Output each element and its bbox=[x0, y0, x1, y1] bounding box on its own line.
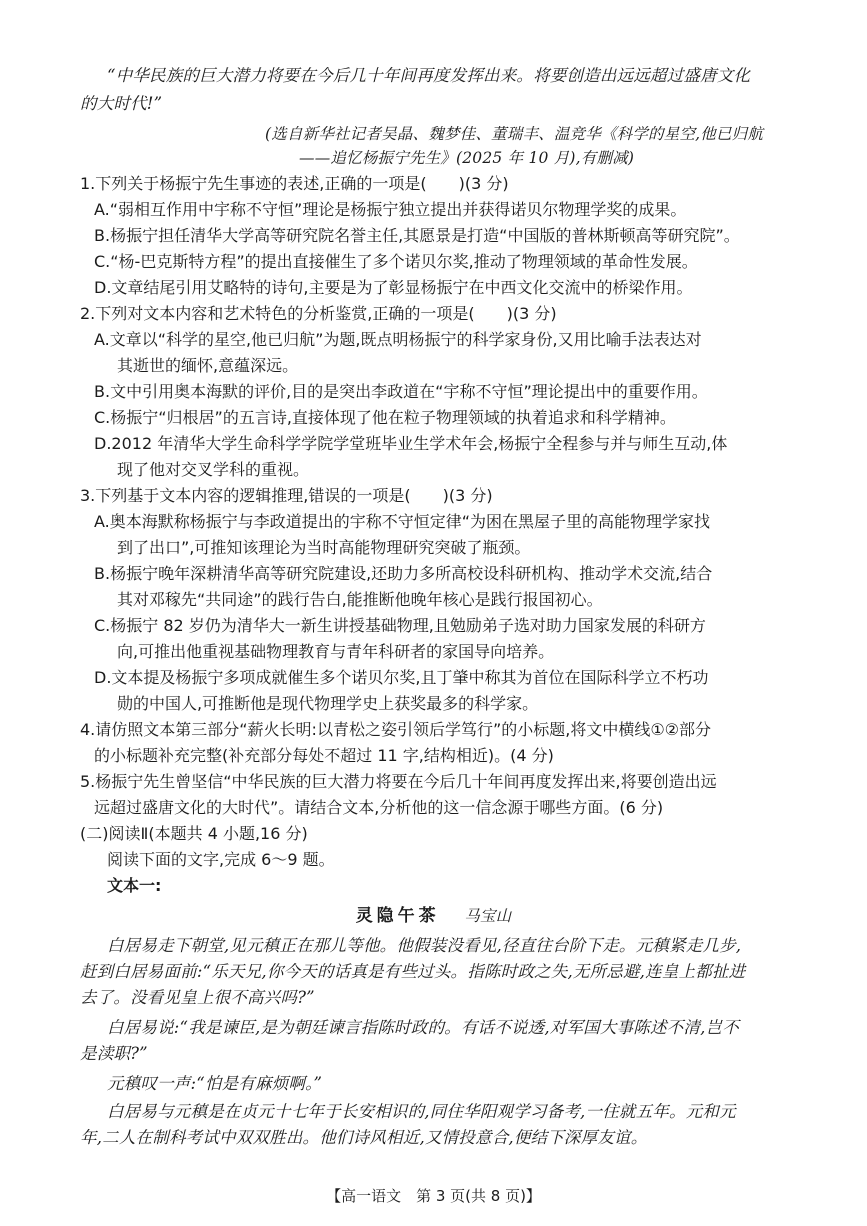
q2-option-d-line-1: D.2012 年清华大学生命科学学院学堂班毕业生学术年会,杨振宁全程参与并与师生互动,体 bbox=[94, 434, 728, 453]
q5-line-2: 远超过盛唐文化的大时代”。请结合文本,分析他的这一信念源于哪些方面。(6 分) bbox=[94, 798, 664, 817]
q2-option-c: C.杨振宁“归根居”的五言诗,直接体现了他在粒子物理领域的执着追求和科学精神。 bbox=[94, 408, 676, 427]
source-line-1: (选自新华社记者吴晶、魏梦佳、董瑞丰、温竞华《科学的星空,他已归航 bbox=[265, 125, 764, 143]
q2-option-b: B.文中引用奥本海默的评价,目的是突出李政道在“宇称不守恒”理论提出中的重要作用。 bbox=[94, 382, 708, 401]
q1-option-a: A.“弱相互作用中宇称不守恒”理论是杨振宁独立提出并获得诺贝尔物理学奖的成果。 bbox=[94, 200, 687, 219]
q2-option-d-line-2: 现了他对交叉学科的重视。 bbox=[117, 460, 310, 479]
story-p2-line-2: 是渎职?” bbox=[80, 1044, 148, 1063]
q3-option-b-line-2: 其对邓稼先“共同途”的践行告白,能推断他晚年核心是践行报国初心。 bbox=[117, 590, 603, 609]
q3-option-a-line-2: 到了出口”,可推知该理论为当时高能物理研究突破了瓶颈。 bbox=[117, 538, 531, 557]
q3-option-c-line-1: C.杨振宁 82 岁仍为清华大一新生讲授基础物理,且勉励弟子选对助力国家发展的科研方 bbox=[94, 616, 706, 635]
story-p1-line-1: 白居易走下朝堂,见元稹正在那儿等他。他假装没看见,径直往台阶下走。元稹紧走几步, bbox=[107, 936, 742, 955]
story-p2-line-1: 白居易说:“我是谏臣,是为朝廷谏言指陈时政的。有话不说透,对军国大事陈述不清,岂不 bbox=[107, 1018, 739, 1037]
q1-option-b: B.杨振宁担任清华大学高等研究院名誉主任,其愿景是打造“中国版的普林斯顿高等研究院”。 bbox=[94, 226, 740, 245]
story-p3: 元稹叹一声:“怕是有麻烦啊。” bbox=[107, 1074, 323, 1093]
q2-stem: 2.下列对文本内容和艺术特色的分析鉴赏,正确的一项是( )(3 分) bbox=[80, 304, 557, 323]
quote-line-1: “中华民族的巨大潜力将要在今后几十年间再度发挥出来。将要创造出远远超过盛唐文化 bbox=[107, 66, 751, 85]
source-line-2: ——追忆杨振宁先生》(2025 年 10 月),有删减) bbox=[299, 149, 635, 167]
story-p1-line-3: 去了。没看见皇上很不高兴吗?” bbox=[80, 988, 315, 1007]
quote-line-2: 的大时代!” bbox=[80, 94, 163, 113]
q3-option-d-line-2: 勋的中国人,可推断他是现代物理学史上获奖最多的科学家。 bbox=[117, 694, 539, 713]
q1-option-d: D.文章结尾引用艾略特的诗句,主要是为了彰显杨振宁在中西文化交流中的桥梁作用。 bbox=[94, 278, 693, 297]
q5-line-1: 5.杨振宁先生曾坚信“中华民族的巨大潜力将要在今后几十年间再度发挥出来,将要创造出远 bbox=[80, 772, 717, 791]
section-instruction: 阅读下面的文字,完成 6～9 题。 bbox=[107, 850, 335, 869]
q2-option-a-line-2: 其逝世的缅怀,意蕴深远。 bbox=[117, 356, 299, 375]
q3-option-d-line-1: D.文本提及杨振宁多项成就催生多个诺贝尔奖,且丁肇中称其为首位在国际科学立不朽功 bbox=[94, 668, 709, 687]
q3-option-a-line-1: A.奥本海默称杨振宁与李政道提出的宇称不守恒定律“为困在黑屋子里的高能物理学家找 bbox=[94, 512, 711, 531]
story-p4-line-1: 白居易与元稹是在贞元十七年于长安相识的,同住华阳观学习备考,一住就五年。元和元 bbox=[107, 1102, 736, 1121]
story-p1-line-2: 赶到白居易面前:“乐天兄,你今天的话真是有些过头。指陈时政之失,无所忌避,连皇上都扯进 bbox=[80, 962, 746, 981]
page-footer: 【高一语文 第 3 页(共 8 页)】 bbox=[326, 1187, 541, 1205]
text-one-label: 文本一: bbox=[107, 876, 162, 895]
q4-line-1: 4.请仿照文本第三部分“薪火长明:以青松之姿引领后学笃行”的小标题,将文中横线①②部分 bbox=[80, 720, 712, 739]
q4-line-2: 的小标题补充完整(补充部分每处不超过 11 字,结构相近)。(4 分) bbox=[94, 746, 554, 765]
q3-stem: 3.下列基于文本内容的逻辑推理,错误的一项是( )(3 分) bbox=[80, 486, 493, 505]
q2-option-a-line-1: A.文章以“科学的星空,他已归航”为题,既点明杨振宁的科学家身份,又用比喻手法表达对 bbox=[94, 330, 702, 349]
q1-option-c: C.“杨-巴克斯特方程”的提出直接催生了多个诺贝尔奖,推动了物理领域的革命性发展。 bbox=[94, 252, 698, 271]
story-title-row bbox=[0, 904, 867, 928]
section-heading: (二)阅读Ⅱ(本题共 4 小题,16 分) bbox=[80, 824, 308, 843]
story-author: 马宝山 bbox=[464, 907, 512, 925]
q1-stem: 1.下列关于杨振宁先生事迹的表述,正确的一项是( )(3 分) bbox=[80, 174, 509, 193]
q3-option-c-line-2: 向,可推出他重视基础物理教育与青年科研者的家国导向培养。 bbox=[117, 642, 555, 661]
q3-option-b-line-1: B.杨振宁晚年深耕清华高等研究院建设,还助力多所高校设科研机构、推动学术交流,结合 bbox=[94, 564, 713, 583]
story-title: 灵隐午茶 bbox=[355, 906, 440, 926]
story-p4-line-2: 年,二人在制科考试中双双胜出。他们诗风相近,又情投意合,便结下深厚友谊。 bbox=[80, 1128, 648, 1147]
